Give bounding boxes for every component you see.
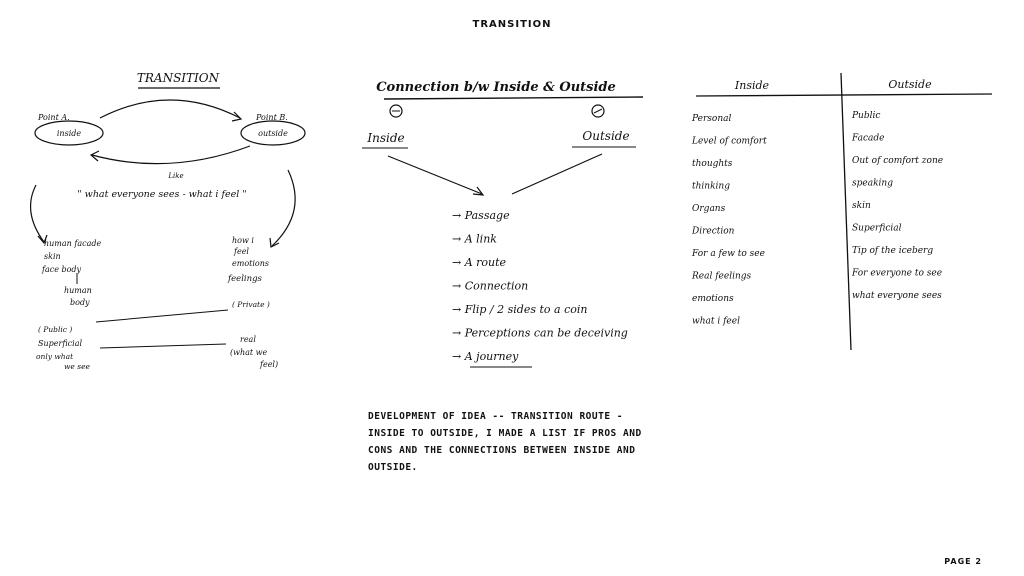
page-number: PAGE 2 — [944, 557, 982, 566]
arrow-inside-to-list — [388, 156, 482, 194]
feel-2: feel) — [260, 360, 279, 369]
human-body-2: body — [70, 298, 90, 307]
middle-list-item: → Flip / 2 sides to a coin — [452, 303, 588, 316]
quote-text: " what everyone sees - what i feel " — [77, 189, 247, 200]
middle-list-item: → Perceptions can be deceiving — [452, 326, 628, 340]
private-label: ( Private ) — [232, 300, 270, 309]
superficial: Superficial — [38, 339, 83, 348]
caption: DEVELOPMENT OF IDEA -- TRANSITION ROUTE - INSIDE TO OUTSIDE, I MADE A LIST IF PROS AND CONS AND THE CONNECTIONS BETWEEN INSIDE AND OUTSIDE. — [368, 411, 642, 473]
table-divider — [841, 73, 851, 350]
emotions: emotions — [232, 259, 269, 268]
inside-list-item: thinking — [692, 181, 730, 192]
middle-outside: Outside — [582, 129, 630, 143]
outside-list-item: Tip of the iceberg — [852, 246, 934, 256]
arrow-a-to-b — [100, 100, 240, 118]
curve-left-down — [31, 185, 44, 242]
inside-list — [691, 114, 767, 327]
how-i: how i — [232, 236, 254, 245]
left-heading: TRANSITION — [136, 71, 220, 85]
inside-list-item: Personal — [692, 114, 732, 124]
table-header-line — [696, 94, 992, 96]
divider-line-2 — [100, 344, 226, 348]
middle-list-item: → Passage — [452, 209, 510, 222]
human-body-1: human — [64, 286, 92, 295]
feelings: feelings — [228, 274, 262, 284]
middle-heading: Connection b/w Inside & Outside — [376, 80, 616, 95]
divider-line-1 — [96, 310, 228, 322]
only-what: only what — [36, 352, 74, 361]
outside-list-item: speaking — [852, 178, 893, 189]
point-b-label: Point B. — [256, 113, 288, 122]
face-body: face body — [42, 265, 82, 274]
middle-heading-underline — [384, 97, 643, 99]
we-see: we see — [64, 362, 90, 371]
middle-list-item: → A link — [452, 232, 497, 246]
outside-list-item: Out of comfort zone — [852, 156, 944, 166]
point-a-label: Point A. — [38, 113, 70, 122]
inside-list-item: For a few to see — [692, 249, 765, 259]
middle-inside: Inside — [367, 131, 405, 145]
inside-list-item: emotions — [692, 294, 734, 304]
inside-list-item: Organs — [692, 204, 726, 214]
arrow-b-to-a — [92, 146, 250, 164]
outside-list-item: For everyone to see — [852, 268, 943, 279]
inside-list-item: Level of comfort — [692, 136, 767, 147]
feel: feel — [234, 247, 249, 256]
outside-column-heading: Outside — [888, 78, 932, 91]
arrow-outside-to-list — [512, 154, 602, 194]
inside-list-item: what i feel — [692, 316, 740, 327]
inside-list-item: thoughts — [692, 159, 733, 169]
inside-list-item: Real feelings — [692, 271, 752, 282]
page-title: TRANSITION — [472, 19, 552, 30]
middle-list-item: → A route — [452, 256, 507, 269]
outside-list — [851, 111, 943, 301]
middle-list-item: → A journey — [452, 350, 519, 363]
middle-sketch — [362, 80, 643, 367]
outside-list-item: skin — [852, 201, 871, 211]
inside-list-item: Direction — [692, 226, 735, 237]
inside-ellipse-label: inside — [56, 129, 82, 138]
right-sketch — [691, 73, 992, 350]
outside-list-item: Public — [852, 111, 881, 121]
outside-list-item: Facade — [852, 133, 885, 144]
like-label: Like — [168, 172, 184, 180]
outside-list-item: Superficial — [852, 223, 902, 234]
outside-ellipse-label: outside — [258, 129, 288, 138]
skin: skin — [44, 252, 61, 261]
public-label: ( Public ) — [38, 325, 73, 334]
outside-list-item: what everyone sees — [852, 291, 942, 301]
real: real — [240, 335, 256, 344]
what-we: (what we — [230, 348, 268, 357]
human-facade: human facade — [44, 239, 102, 248]
middle-list-item: → Connection — [452, 279, 529, 293]
left-sketch — [31, 71, 305, 371]
middle-list — [452, 209, 628, 363]
curve-right-down — [272, 170, 295, 246]
inside-column-heading: Inside — [734, 79, 770, 92]
